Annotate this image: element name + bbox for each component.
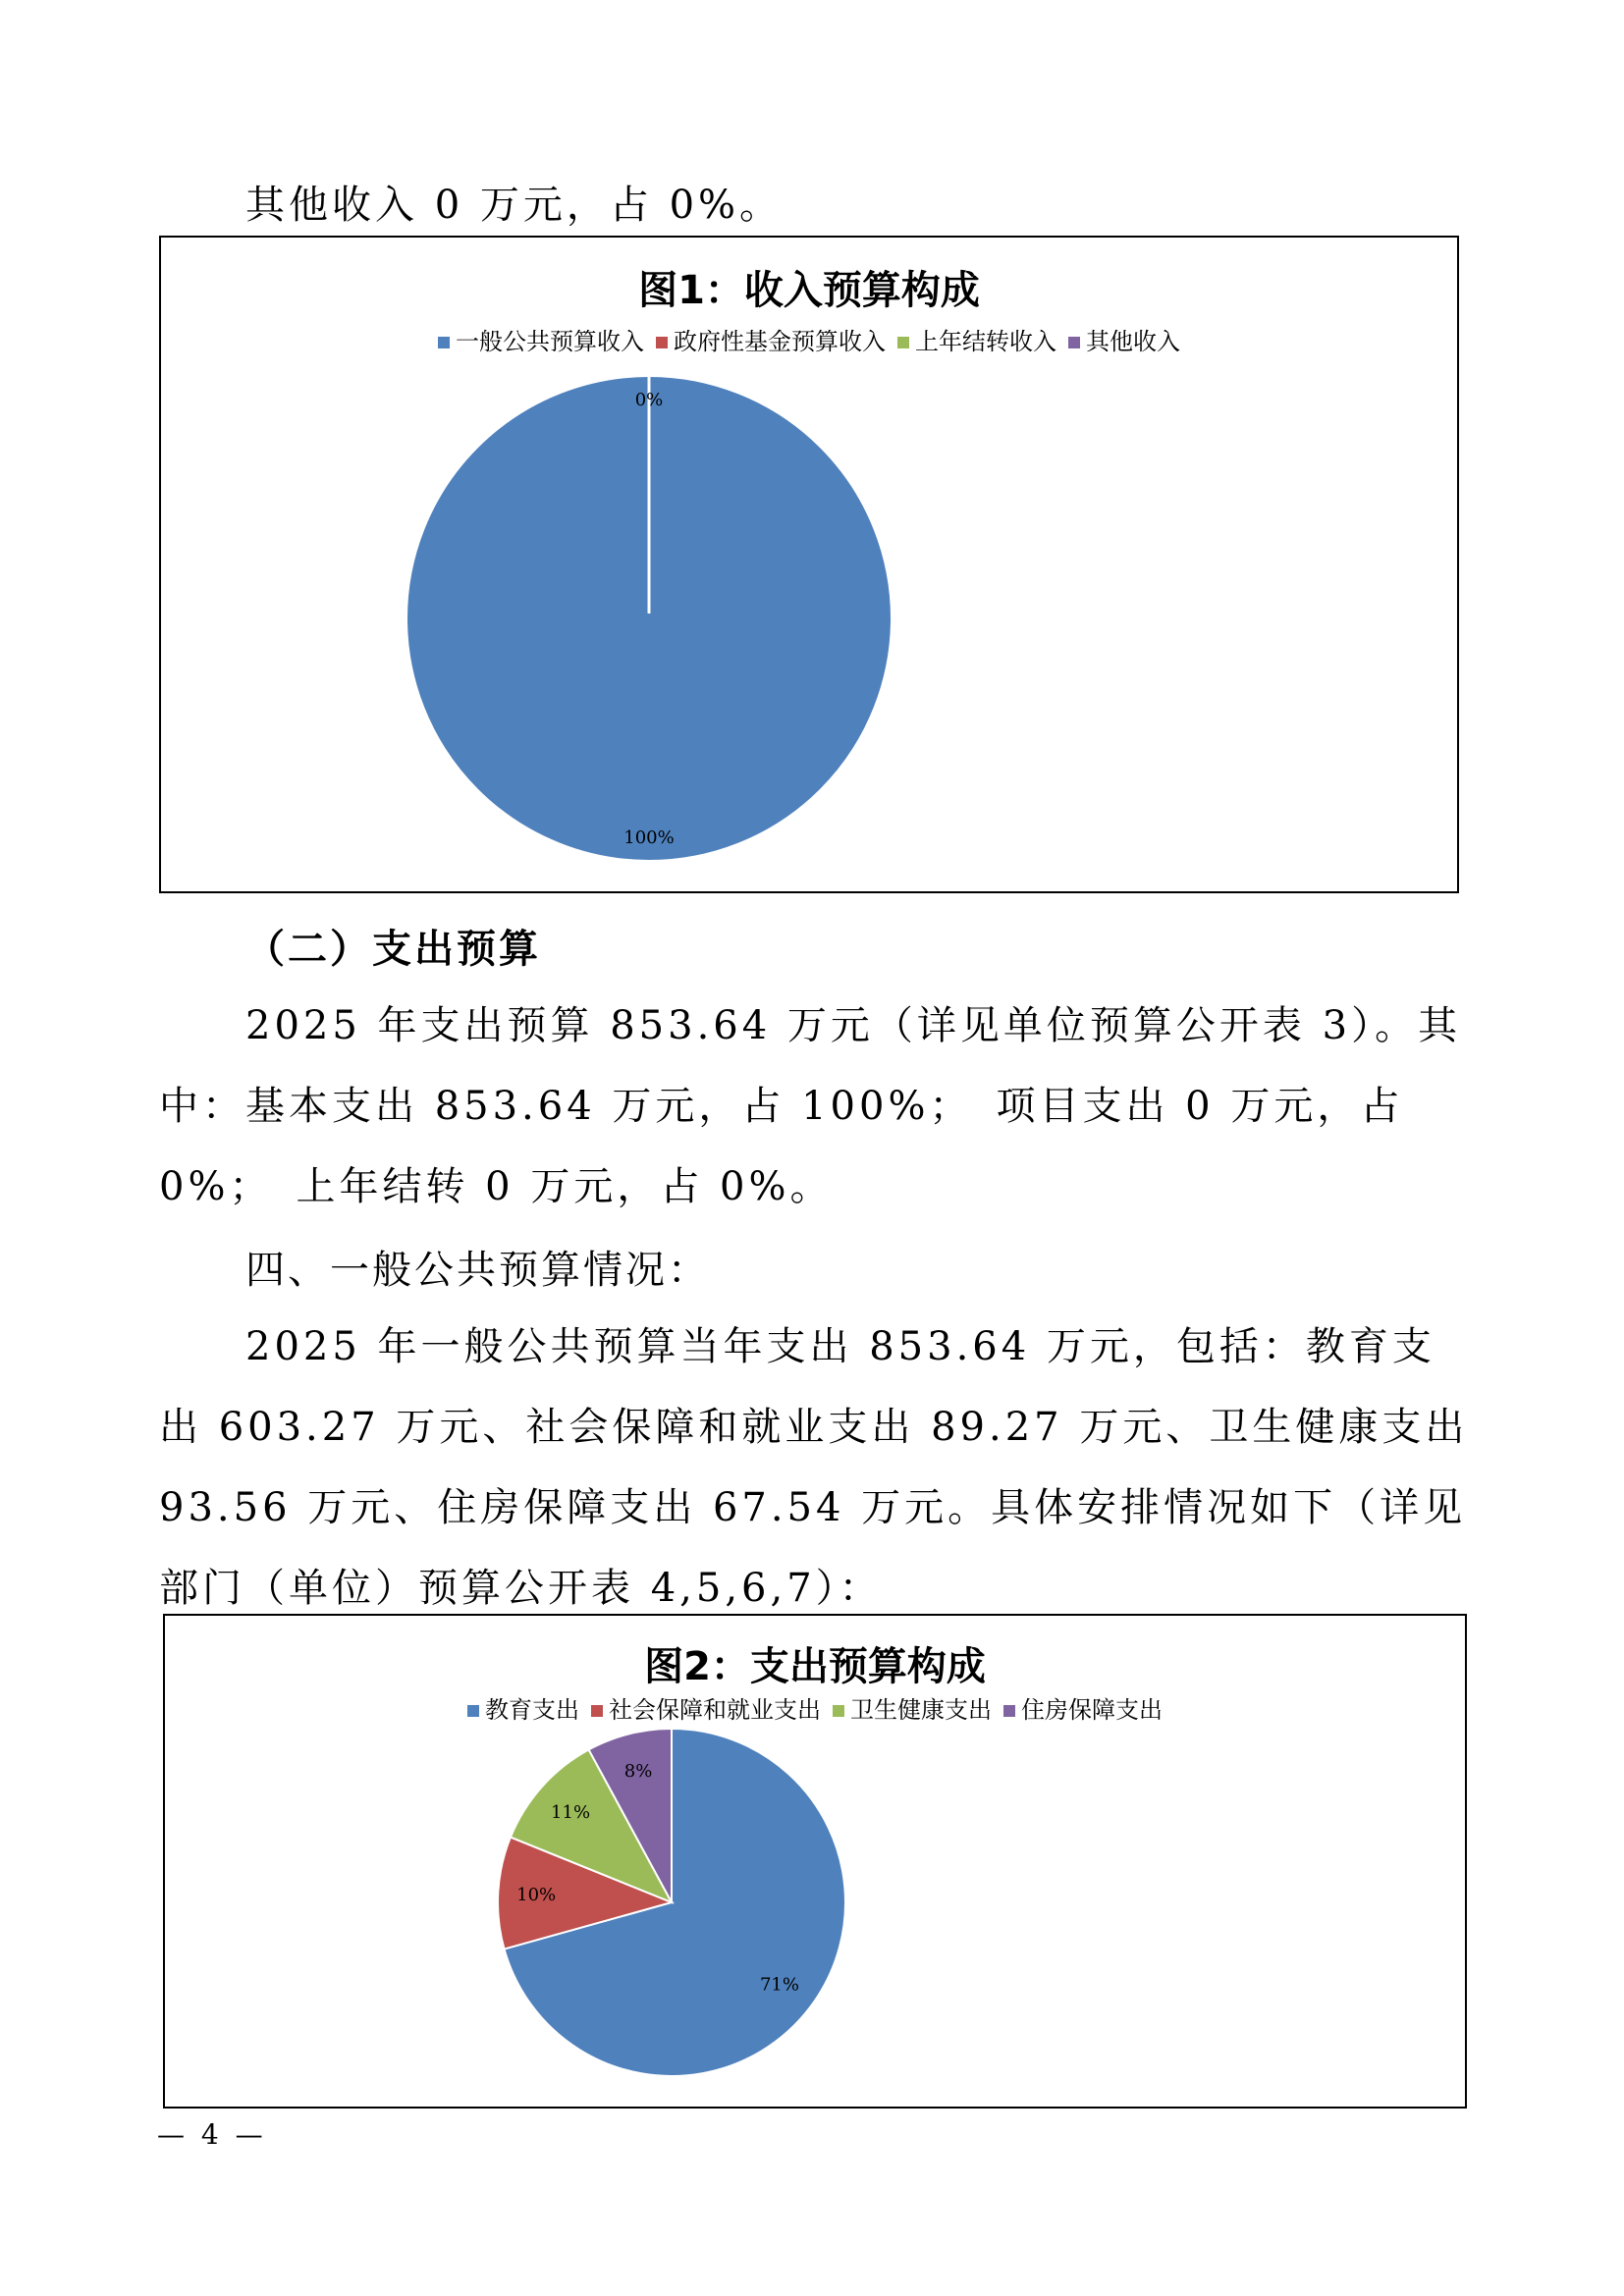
pie-data-label: 0% — [634, 390, 664, 410]
pie-data-label: 11% — [551, 1801, 591, 1823]
chart2-legend-label: 住房保障支出 — [1021, 1696, 1163, 1724]
chart1-title: 图1：收入预算构成 — [638, 268, 980, 313]
intro-line: 其他收入 0 万元，占 0%。 — [245, 183, 784, 228]
section-expenditure-paragraph: 2025 年支出预算 853.64 万元（详见单位预算公开表 3）。其中：基本支出 853.64 万元，占 100%； 项目支出 0 万元，占 0%； 上年结转 0 万元，占 0%。 — [159, 1003, 1462, 1209]
chart1-frame — [159, 236, 1459, 893]
chart2-pie — [165, 1616, 1465, 2107]
pie-data-label: 100% — [623, 828, 675, 848]
chart2-legend-label: 卫生健康支出 — [850, 1696, 992, 1724]
chart1-pie — [161, 238, 1457, 891]
chart1-legend-label: 上年结转收入 — [915, 328, 1056, 355]
chart2-legend-label: 教育支出 — [485, 1696, 579, 1724]
chart1-legend-label: 一般公共预算收入 — [456, 328, 644, 355]
section-expenditure-heading: （二）支出预算 — [245, 927, 541, 972]
chart2-title: 图2：支出预算构成 — [644, 1644, 986, 1689]
page-number: — 4 — — [157, 2118, 267, 2151]
pie-data-label: 71% — [759, 1974, 799, 1996]
chart2-legend-label: 社会保障和就业支出 — [609, 1696, 821, 1724]
chart1-legend-label: 其他收入 — [1086, 328, 1180, 355]
chart1-legend-label: 政府性基金预算收入 — [674, 328, 886, 355]
section-general-heading: 四、一般公共预算情况： — [245, 1248, 710, 1293]
pie-data-label: 8% — [623, 1761, 653, 1783]
chart2-frame — [163, 1614, 1467, 2109]
pie-data-label: 10% — [516, 1885, 557, 1906]
section-general-paragraph: 2025 年一般公共预算当年支出 853.64 万元，包括：教育支出 603.27 万元、社会保障和就业支出 89.27 万元、卫生健康支出 93.56 万元、住房保障支出 67.54 万元。具体安排情况如下（详见部门（单位）预算公开表 4,5,6,7）： — [159, 1324, 1469, 1611]
